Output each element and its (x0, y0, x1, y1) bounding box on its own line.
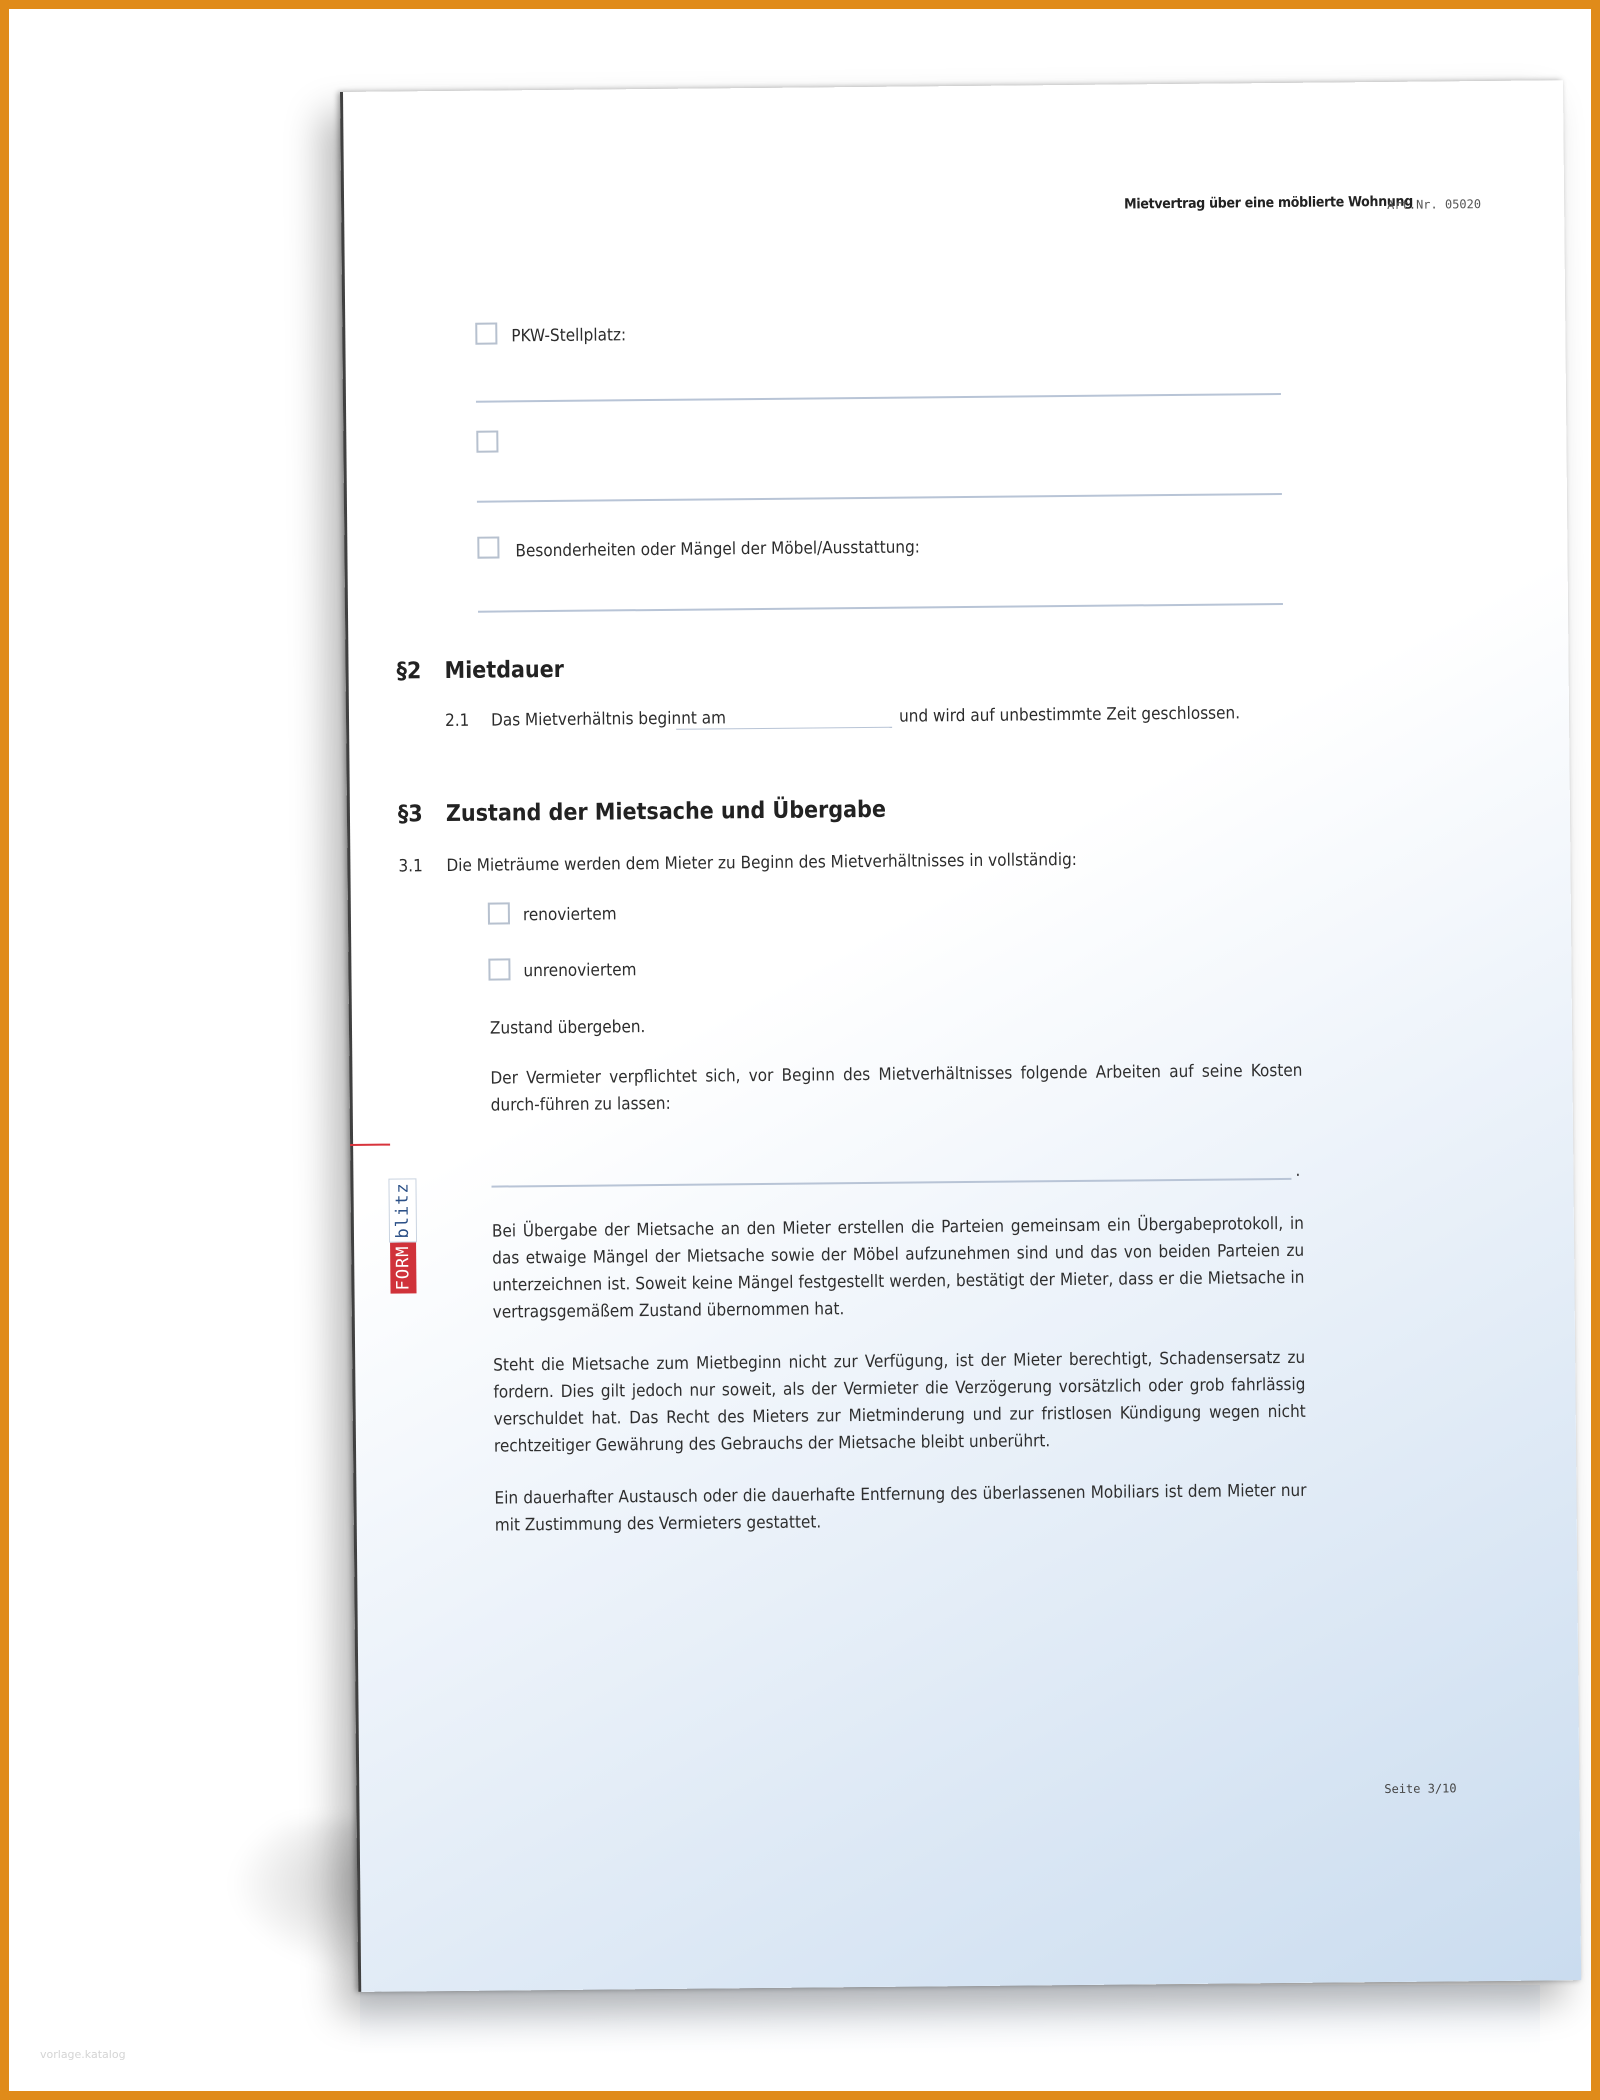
extra-checkbox[interactable] (476, 430, 498, 452)
defects-checkbox[interactable] (477, 536, 499, 558)
parking-checkbox[interactable] (475, 323, 497, 345)
logo-tick (350, 1144, 390, 1146)
watermark: vorlage.katalog (40, 2048, 126, 2061)
clause-3-1-number: 3.1 (398, 856, 423, 877)
unrenovated-label: unrenoviertem (523, 960, 637, 982)
section-2-number: §2 (396, 658, 422, 685)
section-3-number: §3 (397, 801, 423, 828)
protocol-paragraph: Bei Übergabe der Mietsache an den Mieter erstellen die Parteien gemeinsam ein Übergabeprotokoll, in das etwaige Mängel der Mietsache sowie der Möbel aufzunehmen sind und das von beiden Parteien zu unterzeichnen ist. Soweit keine Mängel festgestellt werden, bestätigt der Mieter, dass er die Mietsache in vertragsgemäßem Zustand übernommen hat. (491, 1213, 1305, 1323)
parking-entry-line[interactable] (476, 393, 1281, 403)
renovated-checkbox[interactable] (488, 902, 510, 924)
article-number: Art.Nr. 05020 (1387, 197, 1482, 212)
handover-text: Zustand übergeben. (489, 1017, 646, 1039)
section-3-title: Zustand der Mietsache und Übergabe (445, 796, 887, 828)
formblitz-logo (388, 1143, 415, 1293)
extra-entry-line[interactable] (477, 493, 1282, 503)
damages-paragraph: Steht die Mietsache zum Mietbeginn nicht zur Verfügung, ist der Mieter berechtigt, Schadensersatz zu fordern. Dies gilt jedoch nur soweit, als der Vermieter die Verzögerung vorsätzlich oder grob fahrlässig verschuldet hat. Das Recht des Mieters zur Mietminderung und zur fristlosen Kündigung wegen nicht rechtzeitiger Gewährung des Gebrauchs der Mietsache bleibt unberührt. (493, 1347, 1306, 1457)
parking-label: PKW-Stellplatz: (511, 325, 627, 347)
clause-2-1-text-before: Das Mietverhältnis beginnt am (490, 708, 727, 731)
section-2-title: Mietdauer (444, 656, 565, 685)
clause-2-1-number: 2.1 (444, 710, 470, 732)
furniture-paragraph: Ein dauerhafter Austausch oder die dauerhafte Entfernung des überlassenen Mobiliars ist dem Mieter nur mit Zustimmung des Vermieters gestattet. (494, 1480, 1307, 1536)
page-reflection (360, 1985, 1540, 2055)
logo-part-blitz: blitz (388, 1178, 417, 1242)
logo-part-form: FORM (390, 1242, 416, 1293)
document-title: Mietvertrag über eine möblierte Wohnung (1124, 193, 1413, 213)
document-page (340, 80, 1581, 1992)
defects-entry-line[interactable] (478, 603, 1283, 613)
unrenovated-checkbox[interactable] (488, 958, 510, 980)
works-line-end: . (1295, 1160, 1301, 1181)
renovated-label: renoviertem (522, 904, 617, 926)
works-entry-line[interactable] (492, 1178, 1292, 1188)
clause-3-1-intro: Die Mieträume werden dem Mieter zu Beginn des Mietverhältnisses in vollständig: (446, 849, 1077, 877)
clause-2-1-text-after: und wird auf unbestimmte Zeit geschlossen. (898, 703, 1241, 727)
defects-label: Besonderheiten oder Mängel der Möbel/Ausstattung: (515, 537, 921, 562)
landlord-works-text: Der Vermieter verpflichtet sich, vor Beginn des Mietverhältnisses folgende Arbeiten auf seine Kosten durch-führen zu lassen: (490, 1060, 1303, 1116)
page-number: Seite 3/10 (1384, 1781, 1457, 1797)
